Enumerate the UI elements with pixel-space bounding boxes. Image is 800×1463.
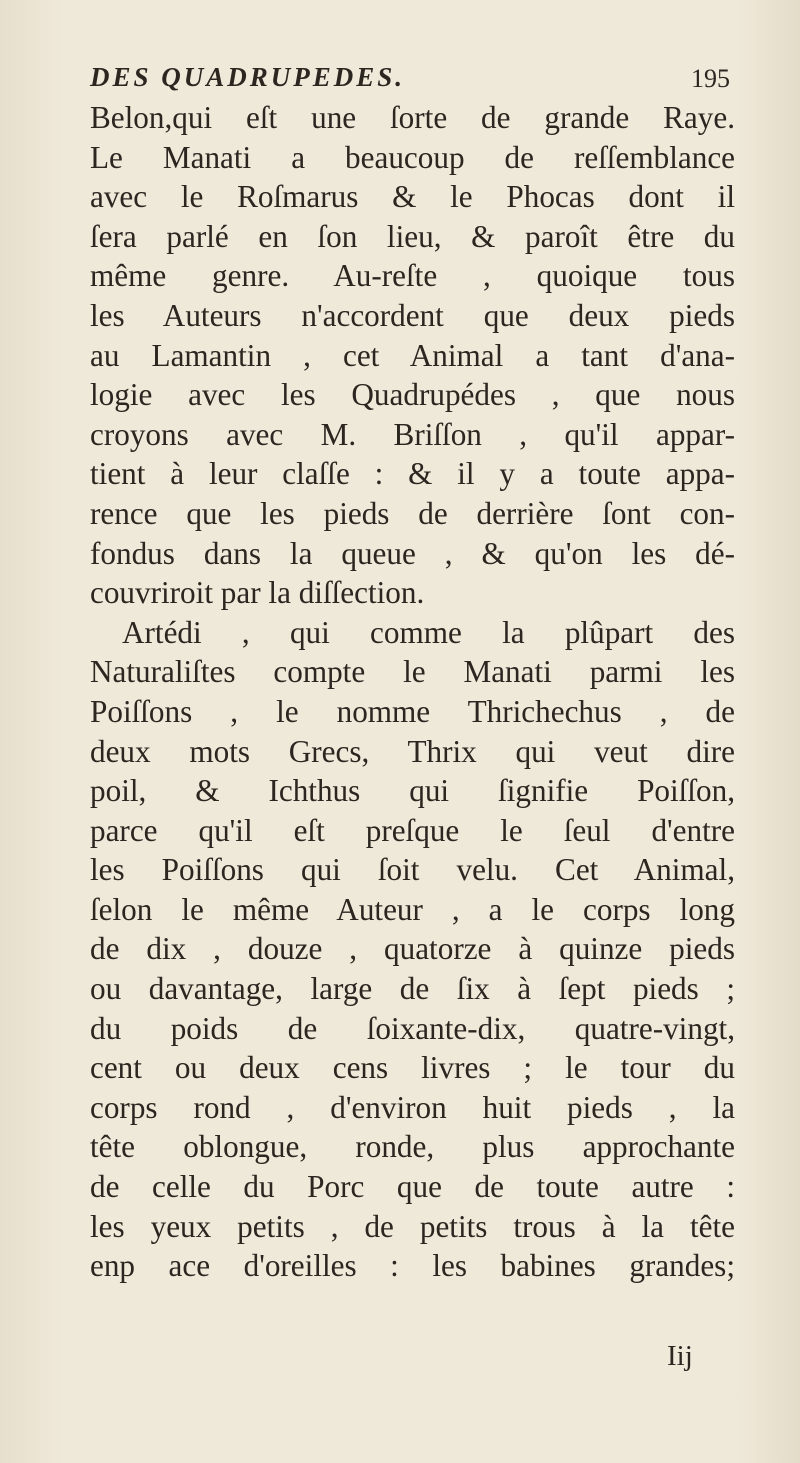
text-line: les Poiſſons qui ſoit velu. Cet Animal, <box>90 852 735 888</box>
text-line: Poiſſons , le nomme Thrichechus , de <box>90 693 735 729</box>
text-line: Le Manati a beaucoup de reſſemblance <box>90 139 735 175</box>
text-line: avec le Roſmarus & le Phocas dont il <box>90 179 735 215</box>
running-title: DES QUADRUPEDES. <box>90 62 406 92</box>
text-line: deux mots Grecs, Thrix qui veut dire <box>90 733 735 769</box>
text-line: corps rond , d'environ huit pieds , la <box>90 1089 735 1125</box>
text-line: tient à leur claſſe : & il y a toute appa- <box>90 456 735 492</box>
text-line: du poids de ſoixante-dix, quatre-vingt, <box>90 1010 735 1046</box>
text-line: cent ou deux cens livres ; le tour du <box>90 1050 735 1086</box>
body-text <box>90 98 735 1286</box>
text-line: croyons avec M. Briſſon , qu'il appar- <box>90 416 735 452</box>
text-line: ſelon le même Auteur , a le corps long <box>90 891 735 927</box>
text-line: les yeux petits , de petits trous à la tête <box>90 1208 735 1244</box>
text-line: au Lamantin , cet Animal a tant d'ana- <box>90 337 735 373</box>
text-line: couvriroit par la diſſection. <box>90 575 425 611</box>
text-line: de dix , douze , quatorze à quinze pieds <box>90 931 735 967</box>
text-line: tête oblongue, ronde, plus approchante <box>90 1129 735 1165</box>
text-line: les Auteurs n'accordent que deux pieds <box>90 297 735 333</box>
text-line: parce qu'il eſt preſque le ſeul d'entre <box>90 812 735 848</box>
page-number: 195 <box>691 64 730 93</box>
text-line: enp ace d'oreilles : les babines grandes; <box>90 1248 735 1284</box>
text-line: rence que les pieds de derrière ſont con- <box>90 495 735 531</box>
text-line: même genre. Au-reſte , quoique tous <box>90 258 735 294</box>
text-line: Naturaliſtes compte le Manati parmi les <box>90 654 735 690</box>
text-line: Belon,qui eſt une ſorte de grande Raye. <box>90 100 735 135</box>
page-header <box>90 62 730 102</box>
text-line: ſera parlé en ſon lieu, & paroît être du <box>90 218 735 254</box>
text-line: fondus dans la queue , & qu'on les dé- <box>90 535 735 571</box>
signature-mark: Iij <box>667 1340 693 1372</box>
text-line: logie avec les Quadrupédes , que nous <box>90 377 735 413</box>
text-line: poil, & Ichthus qui ſignifie Poiſſon, <box>90 773 735 809</box>
text-line: de celle du Porc que de toute autre : <box>90 1169 735 1205</box>
text-line: Artédi , qui comme la plûpart des <box>122 614 735 650</box>
text-line: ou davantage, large de ſix à ſept pieds ; <box>90 971 735 1007</box>
